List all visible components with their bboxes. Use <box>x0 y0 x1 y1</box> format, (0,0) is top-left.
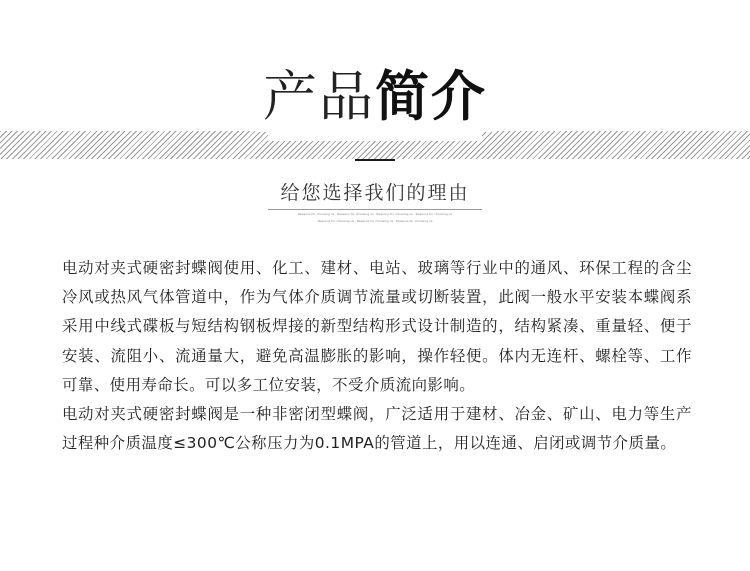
page-title <box>257 62 493 132</box>
subtitle-underline <box>268 209 482 210</box>
subtitle: 给您选择我们的理由 <box>280 182 470 204</box>
subtitle-fineprint-1: Reasons for choosing us · Reasons for choosing us · Reasons for choosing us · Reasons for choosing us <box>297 212 453 216</box>
subtitle-fineprint-2: Reasons for choosing us · Reasons for choosing us · Reasons for choosing us <box>317 219 433 223</box>
page-title-bold: 简介 <box>375 65 487 128</box>
intro-content <box>62 254 692 458</box>
intro-paragraph-1: 电动对夹式硬密封蝶阀使用、化工、建材、电站、玻璃等行业中的通风、环保工程的含尘冷风或热风气体管道中，作为气体介质调节流量或切断装置，此阀一般水平安装本蝶阀系采用中线式碟板与短结构钢板焊接的新型结构形式设计制造的，结构紧凑、重量轻、便于安装、流阻小、流通量大，避免高温膨胀的影响，操作轻便。体内无连杆、螺栓等、工作可靠、使用寿命长。可以多工位安装，不受介质流向影响。 <box>62 259 692 394</box>
intro-paragraph-2: 电动对夹式硬密封蝶阀是一种非密闭型蝶阀，广泛适用于建材、冶金、矿山、电力等生产过程种介质温度≤300℃公称压力为0.1MPA的管道上，用以连通、启闭或调节介质量。 <box>62 405 692 453</box>
page-title-light: 产品 <box>263 65 375 128</box>
title-backdrop <box>268 131 482 141</box>
title-section <box>0 62 750 132</box>
